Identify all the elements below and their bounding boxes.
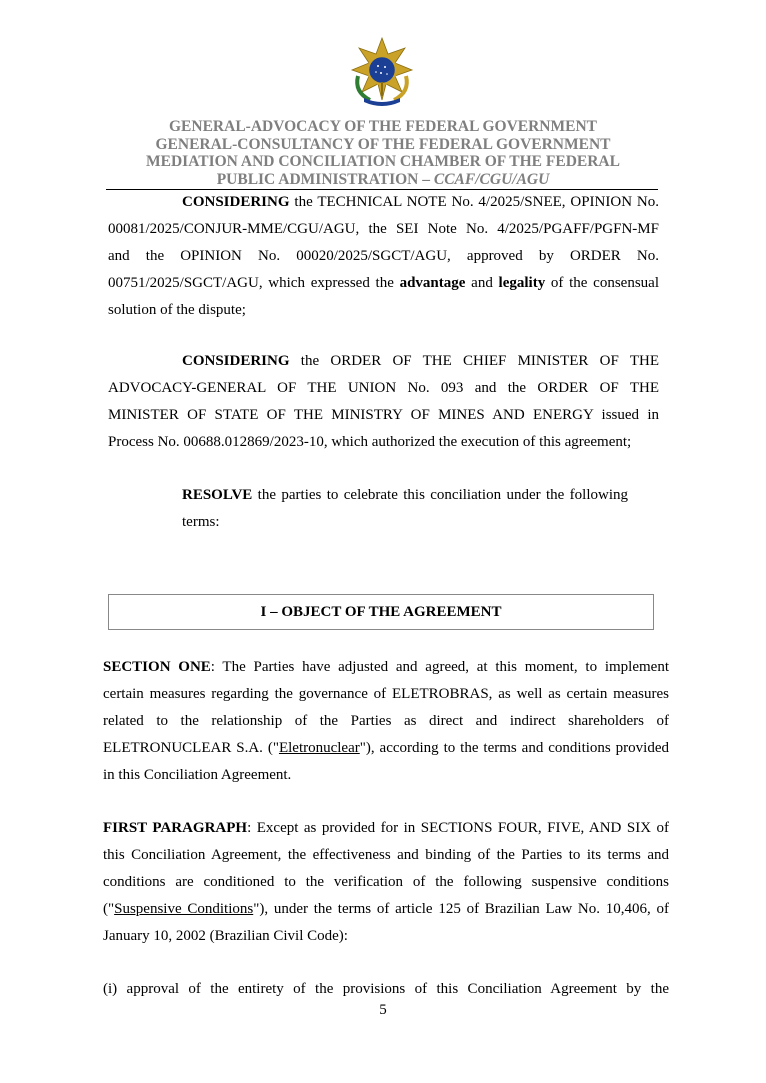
header-line-4 (100, 171, 666, 189)
paragraph-line (182, 482, 628, 509)
paragraph-line (108, 348, 659, 375)
underlined-term: Eletronuclear (278, 740, 360, 756)
section-heading: I – OBJECT OF THE AGREEMENT (260, 603, 502, 620)
header-line-1: GENERAL-ADVOCACY OF THE FEDERAL GOVERNMENT (169, 118, 597, 135)
document-header (100, 118, 666, 188)
paragraph-item-i (103, 976, 669, 1003)
paragraph-line: solution of the dispute; (108, 302, 246, 318)
paragraph-section-one (103, 654, 669, 789)
page-number: 5 (379, 1002, 387, 1018)
paragraph-line: terms: (182, 514, 220, 530)
paragraph-first-paragraph (103, 815, 669, 950)
paragraph-line: (i) approval of the entirety of the provisions of this Conciliation Agreement by the (103, 981, 669, 997)
paragraph-line (103, 735, 669, 762)
underlined-term: Suspensive Conditions (114, 901, 254, 917)
header-line-2: GENERAL-CONSULTANCY OF THE FEDERAL GOVERNMENT (155, 135, 611, 153)
bold-keyword: FIRST PARAGRAPH (103, 820, 248, 836)
brazil-coat-of-arms-seal (350, 36, 414, 108)
text-span: : The Parties have adjusted and agreed, at this moment, to implement (210, 659, 669, 675)
paragraph-line (103, 654, 669, 681)
paragraph-line: certain measures regarding the governance of ELETROBRAS, as well as certain measures (103, 686, 669, 702)
header-line-4-italic: CCAF/CGU/AGU (433, 170, 550, 188)
text-span: ELETRONUCLEAR S.A. (" (103, 740, 279, 756)
paragraph-line (108, 270, 659, 297)
bold-keyword: CONSIDERING (182, 353, 290, 369)
bold-keyword: RESOLVE (182, 487, 253, 503)
section-heading-box (108, 594, 654, 630)
paragraph-line: Process No. 00688.012869/2023-10, which authorized the execution of this agreement; (108, 434, 632, 450)
paragraph-line: January 10, 2002 (Brazilian Civil Code): (103, 928, 348, 944)
bold-keyword: legality (498, 275, 546, 291)
paragraph-line: in this Conciliation Agreement. (103, 767, 292, 783)
paragraph-line (108, 189, 659, 216)
text-span: (" (103, 901, 115, 917)
text-span: "), according to the terms and conditions provided (359, 740, 669, 756)
text-span: : Except as provided for in SECTIONS FOUR, FIVE, AND SIX of (247, 820, 670, 836)
paragraph-line: this Conciliation Agreement, the effectiveness and binding of the Parties to its terms and (103, 847, 669, 863)
text-span: 00751/2025/SGCT/AGU, which expressed the (108, 275, 400, 291)
paragraph-considering-2 (108, 348, 659, 456)
paragraph-line (103, 815, 669, 842)
paragraph-line: MINISTER OF STATE OF THE MINISTRY OF MINES AND ENERGY issued in (108, 407, 659, 423)
paragraph-line (103, 896, 669, 923)
paragraph-line: and the OPINION No. 00020/2025/SGCT/AGU, approved by ORDER No. (108, 248, 659, 264)
paragraph-line: ADVOCACY-GENERAL OF THE UNION No. 093 and the ORDER OF THE (108, 380, 659, 396)
text-span: of the consensual (545, 275, 659, 291)
text-span: the ORDER OF THE CHIEF MINISTER OF THE (289, 353, 659, 369)
bold-keyword: advantage (399, 275, 466, 291)
bold-keyword: CONSIDERING (182, 194, 290, 210)
header-line-3: MEDIATION AND CONCILIATION CHAMBER OF THE FEDERAL (146, 153, 620, 170)
header-line-4-text: PUBLIC ADMINISTRATION – (216, 170, 434, 188)
paragraph-line: 00081/2025/CONJUR-MME/CGU/AGU, the SEI Note No. 4/2025/PGAFF/PGFN-MF (108, 221, 659, 237)
text-span: the TECHNICAL NOTE No. 4/2025/SNEE, OPINION No. (289, 194, 659, 210)
paragraph-line: related to the relationship of the Parties as direct and indirect shareholders of (103, 713, 669, 729)
text-span: "), under the terms of article 125 of Brazilian Law No. 10,406, of (253, 901, 669, 917)
paragraph-line: conditions are conditioned to the verification of the following suspensive conditions (103, 874, 669, 890)
paragraph-resolve (182, 482, 628, 536)
text-span: the parties to celebrate this conciliation under the following (252, 487, 628, 503)
paragraph-considering-1 (108, 189, 659, 324)
text-span: and (465, 275, 499, 291)
bold-keyword: SECTION ONE (103, 659, 211, 675)
